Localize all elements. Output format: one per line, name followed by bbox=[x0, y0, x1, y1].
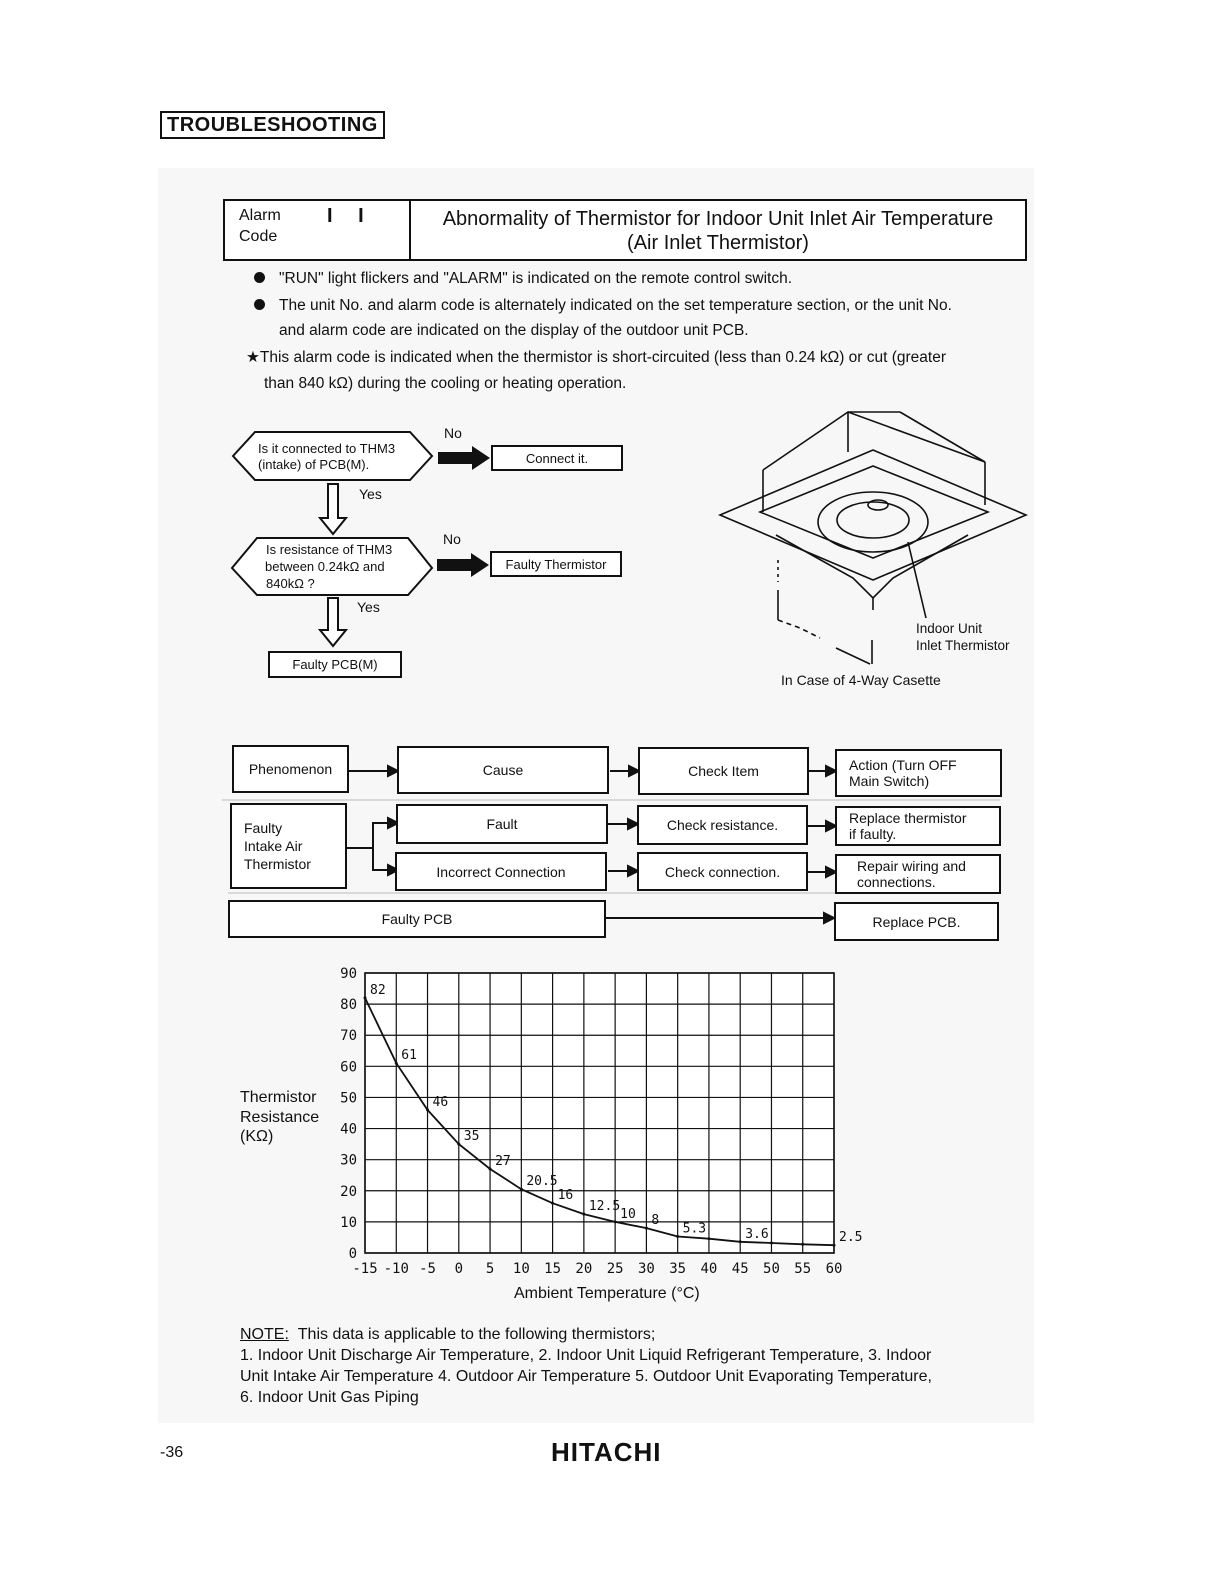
chart-data-point bbox=[676, 1235, 679, 1238]
chart-data-point bbox=[520, 1188, 523, 1191]
brand-logo: HITACHI bbox=[551, 1437, 662, 1467]
question-2-line1: Is resistance of THM3 bbox=[266, 542, 393, 557]
chart-data-label: 35 bbox=[463, 1129, 480, 1145]
chart-y-tick-label: 50 bbox=[340, 1090, 357, 1107]
note-line2: Unit Intake Air Temperature 4. Outdoor Air Temperature 5. Outdoor Unit Evaporating Temperature, bbox=[240, 1368, 932, 1385]
bullet-1: "RUN" light flickers and "ALARM" is indicated on the remote control switch. bbox=[254, 269, 792, 289]
action-faulty-thermistor-box: Faulty Thermistor bbox=[490, 551, 622, 577]
question-1-line1: Is it connected to THM3 bbox=[258, 441, 396, 456]
chart-data-label: 61 bbox=[401, 1048, 417, 1064]
check-resistance: Check resistance. bbox=[637, 805, 808, 845]
alarm-title-line1: Abnormality of Thermistor for Indoor Unit Inlet Air Temperature bbox=[442, 208, 994, 230]
chart-data-label: 5.3 bbox=[682, 1221, 707, 1237]
chart-x-tick-label: -10 bbox=[383, 1261, 409, 1277]
chart-x-tick-label: 20 bbox=[575, 1261, 593, 1277]
chart-ylabel: Thermistor Resistance (KΩ) bbox=[240, 1089, 320, 1145]
chart-x-tick-label: 25 bbox=[606, 1261, 624, 1277]
header-check-item: Check Item bbox=[638, 747, 809, 795]
question-2-line3: 840kΩ ? bbox=[266, 576, 315, 591]
question-2-yes: Yes bbox=[357, 599, 380, 615]
chart-data-label: 46 bbox=[432, 1094, 449, 1110]
chart-data-point bbox=[614, 1220, 617, 1223]
question-2-no: No bbox=[443, 531, 461, 547]
note-intro: This data is applicable to the following thermistors; bbox=[297, 1326, 656, 1343]
chart-x-tick-label: -5 bbox=[419, 1261, 436, 1277]
chart-y-tick-label: 10 bbox=[340, 1214, 357, 1231]
star-note-line2: than 840 kΩ) during the cooling or heating operation. bbox=[264, 375, 627, 392]
action-connect-box: Connect it. bbox=[491, 445, 623, 471]
chart-data-point bbox=[489, 1168, 492, 1171]
alarm-code-value: I I bbox=[327, 205, 374, 227]
action-repair-wiring: Repair wiring and connections. bbox=[835, 854, 1001, 894]
question-1-line2: (intake) of PCB(M). bbox=[258, 457, 370, 472]
chart-data-point bbox=[833, 1244, 836, 1247]
chart-y-tick-label: 60 bbox=[340, 1059, 357, 1076]
section-title: TROUBLESHOOTING bbox=[160, 111, 385, 139]
thermistor-label-line2: Inlet Thermistor bbox=[916, 638, 1010, 653]
chart-data-point bbox=[364, 996, 367, 999]
chart-data-point bbox=[739, 1240, 742, 1243]
chart-x-tick-label: 5 bbox=[485, 1261, 495, 1277]
chart-y-tick-label: 20 bbox=[340, 1183, 357, 1200]
action-replace-pcb: Replace PCB. bbox=[834, 902, 999, 941]
chart-x-tick-label: 60 bbox=[825, 1261, 843, 1277]
chart-x-tick-label: 35 bbox=[669, 1261, 687, 1277]
chart-data-point bbox=[582, 1213, 585, 1216]
question-2-line2: between 0.24kΩ and bbox=[265, 559, 385, 574]
question-1-yes: Yes bbox=[359, 486, 382, 502]
resistance-chart bbox=[340, 966, 862, 1277]
chart-data-label: 27 bbox=[495, 1154, 511, 1169]
chart-x-tick-label: 10 bbox=[512, 1261, 530, 1277]
chart-y-tick-label: 0 bbox=[348, 1246, 357, 1262]
chart-x-tick-label: -15 bbox=[352, 1261, 378, 1277]
header-phenomenon: Phenomenon bbox=[232, 745, 349, 793]
page-number: -36 bbox=[160, 1444, 184, 1461]
chart-x-tick-label: 40 bbox=[700, 1261, 718, 1277]
phenomenon-faulty-intake: Faulty Intake Air Thermistor bbox=[230, 803, 347, 889]
chart-data-point bbox=[551, 1202, 554, 1205]
chart-data-label: 8 bbox=[651, 1213, 660, 1229]
result-faulty-pcb-box: Faulty PCB(M) bbox=[268, 651, 402, 678]
bullet-2-continued: and alarm code are indicated on the display of the outdoor unit PCB. bbox=[279, 322, 749, 339]
note-heading: NOTE: bbox=[240, 1326, 289, 1343]
chart-data-label: 12.5 bbox=[588, 1199, 621, 1215]
action-replace-thermistor: Replace thermistor if faulty. bbox=[835, 806, 1001, 846]
code-label: Code bbox=[239, 228, 278, 245]
chart-data-label: 3.6 bbox=[745, 1226, 769, 1242]
chart-x-tick-label: 0 bbox=[454, 1261, 464, 1277]
chart-x-tick-label: 30 bbox=[637, 1261, 655, 1277]
chart-xlabel: Ambient Temperature (°C) bbox=[514, 1285, 700, 1302]
chart-data-point bbox=[426, 1108, 429, 1111]
chart-data-point bbox=[801, 1243, 804, 1246]
no-arrow-1 bbox=[438, 446, 490, 470]
chart-x-tick-label: 45 bbox=[731, 1261, 749, 1277]
cause-faulty-pcb: Faulty PCB bbox=[228, 900, 606, 938]
bullet-2: The unit No. and alarm code is alternately indicated on the set temperature section, or the unit No. bbox=[254, 296, 952, 316]
chart-y-tick-label: 70 bbox=[340, 1028, 357, 1045]
chart-data-point bbox=[770, 1242, 773, 1245]
yes-arrow-2 bbox=[320, 598, 346, 646]
star-note-line1: ★This alarm code is indicated when the thermistor is short-circuited (less than 0.24 kΩ) or cut (greater bbox=[246, 349, 947, 366]
chart-data-point bbox=[395, 1062, 398, 1065]
note-line3: 6. Indoor Unit Gas Piping bbox=[240, 1389, 419, 1406]
cause-incorrect-connection: Incorrect Connection bbox=[395, 852, 607, 891]
chart-x-tick-label: 50 bbox=[763, 1261, 780, 1277]
alarm-title-line2: (Air Inlet Thermistor) bbox=[627, 232, 809, 254]
question-1-no: No bbox=[444, 425, 462, 441]
check-connection: Check connection. bbox=[637, 852, 808, 891]
chart-data-label: 2.5 bbox=[839, 1230, 863, 1246]
chart-y-tick-label: 90 bbox=[340, 966, 357, 982]
no-arrow-2 bbox=[437, 553, 489, 577]
chart-data-label: 20.5 bbox=[526, 1174, 558, 1190]
chart-data-point bbox=[707, 1237, 710, 1240]
chart-y-tick-label: 80 bbox=[340, 997, 357, 1014]
chart-data-label: 16 bbox=[557, 1188, 574, 1204]
chart-data-point bbox=[457, 1143, 460, 1146]
yes-arrow-1 bbox=[320, 484, 346, 534]
illustration-caption: In Case of 4-Way Casette bbox=[781, 672, 941, 688]
cause-fault: Fault bbox=[396, 804, 608, 844]
header-action: Action (Turn OFF Main Switch) bbox=[835, 749, 1002, 797]
chart-y-tick-label: 30 bbox=[340, 1152, 357, 1169]
thermistor-label-line1: Indoor Unit bbox=[916, 621, 983, 636]
chart-data-label: 82 bbox=[370, 982, 386, 998]
chart-x-tick-label: 15 bbox=[544, 1261, 562, 1277]
header-cause: Cause bbox=[397, 746, 609, 794]
note-line1: 1. Indoor Unit Discharge Air Temperature, 2. Indoor Unit Liquid Refrigerant Temperature, 3. Indoor bbox=[240, 1347, 932, 1364]
chart-data-point bbox=[645, 1227, 648, 1230]
alarm-label: Alarm bbox=[239, 207, 281, 224]
chart-y-tick-label: 40 bbox=[340, 1121, 357, 1138]
chart-x-tick-label: 55 bbox=[794, 1261, 812, 1277]
note-block bbox=[240, 1324, 1000, 1408]
chart-data-label: 10 bbox=[620, 1206, 636, 1222]
